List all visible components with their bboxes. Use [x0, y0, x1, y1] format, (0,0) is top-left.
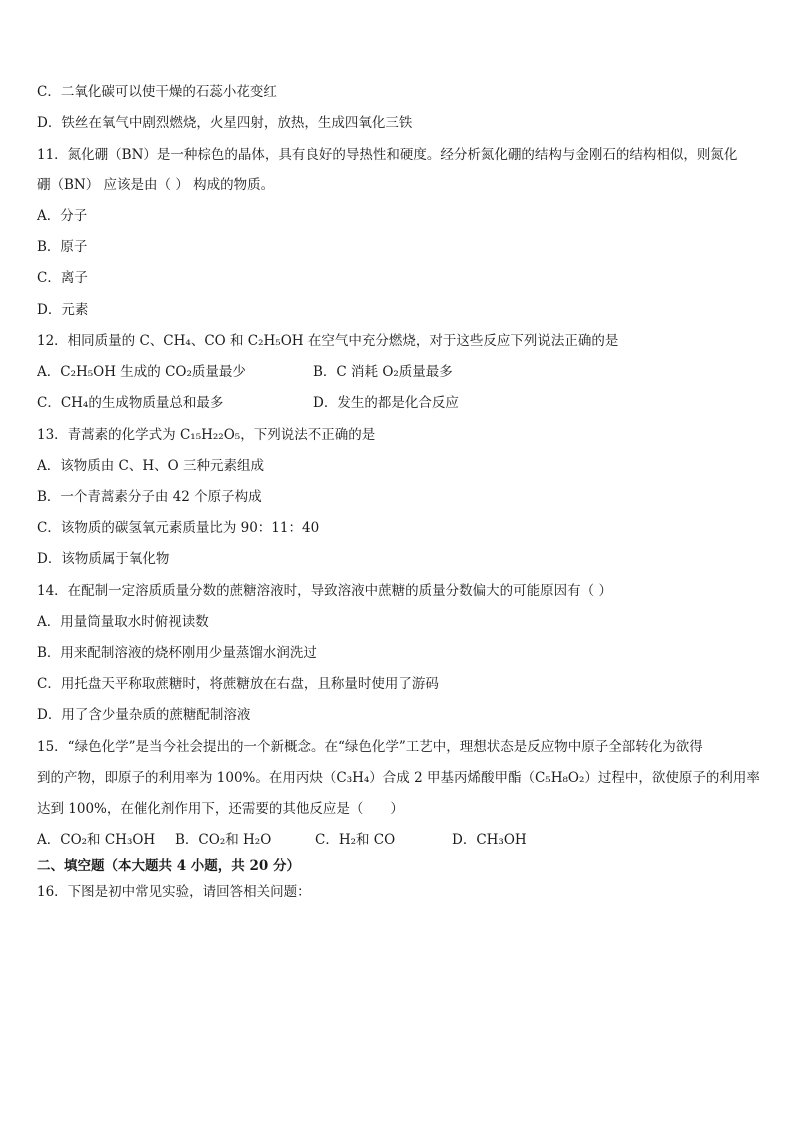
q14-option-c: C．用托盘天平称取蔗糖时，将蔗糖放在右盘，且称量时使用了游码 [37, 676, 439, 692]
section-heading: 二、填空题（本大题共 4 小题，共 20 分） [37, 858, 300, 874]
q16-stem: 16．下图是初中常见实验，请回答相关问题： [37, 884, 311, 900]
q11-option-d: D．元素 [37, 302, 89, 318]
q12-option-a: A．C₂H₅OH 生成的 CO₂质量最少 [37, 364, 246, 380]
q15-stem-line-3: 达到 100%，在催化剂作用下，还需要的其他反应是（ ） [37, 801, 404, 817]
q14-stem: 14．在配制一定溶质质量分数的蔗糖溶液时，导致溶液中蔗糖的质量分数偏大的可能原因有（ ） [37, 583, 612, 599]
q11-stem-line-2: 硼（BN） 应该是由（ ） 构成的物质。 [37, 177, 275, 193]
q13-stem: 13．青蒿素的化学式为 C₁₅H₂₂O₅，下列说法不正确的是 [37, 427, 376, 443]
q13-option-d: D．该物质属于氧化物 [37, 551, 170, 567]
q12-option-d: D．发生的都是化合反应 [313, 395, 459, 411]
q13-option-a: A．该物质由 C、H、O 三种元素组成 [37, 458, 265, 474]
q12-stem: 12．相同质量的 C、CH₄、CO 和 C₂H₅OH 在空气中充分燃烧，对于这些反应下列说法正确的是 [37, 333, 619, 349]
q10-option-c: C．二氧化碳可以使干燥的石蕊小花变红 [37, 84, 277, 100]
q12-option-b: B．C 消耗 O₂质量最多 [313, 364, 453, 380]
q14-option-b: B．用来配制溶液的烧杯刚用少量蒸馏水润洗过 [37, 645, 317, 661]
q15-option-c: C．H₂和 CO [315, 832, 396, 848]
q15-option-b: B．CO₂和 H₂O [175, 832, 272, 848]
q11-option-c: C．离子 [37, 270, 88, 286]
q13-option-c: C．该物质的碳氢氧元素质量比为 90：11：40 [37, 520, 320, 536]
q12-option-c: C．CH₄的生成物质量总和最多 [37, 395, 224, 411]
q11-option-a: A．分子 [37, 208, 88, 224]
q15-option-a: A．CO₂和 CH₃OH [37, 832, 156, 848]
q13-option-b: B．一个青蒿素分子由 42 个原子构成 [37, 489, 262, 505]
q15-stem-line-2: 到的产物，即原子的利用率为 100%。在用丙炔（C₃H₄）合成 2 甲基丙烯酸甲酯（C₅H₈O₂）过程中，欲使原子的利用率 [37, 770, 760, 786]
q14-option-a: A．用量筒量取水时俯视读数 [37, 614, 209, 630]
q15-stem-line-1: 15．“绿色化学”是当今社会提出的一个新概念。在“绿色化学”工艺中，理想状态是反应物中原子全部转化为欲得 [37, 739, 703, 755]
q11-option-b: B．原子 [37, 239, 88, 255]
q11-stem-line-1: 11．氮化硼（BN）是一种棕色的晶体，具有良好的导热性和硬度。经分析氮化硼的结构与金刚石的结构相似，则氮化 [37, 147, 738, 163]
q14-option-d: D．用了含少量杂质的蔗糖配制溶液 [37, 707, 251, 723]
q15-option-d: D．CH₃OH [452, 832, 527, 848]
q10-option-d: D．铁丝在氧气中剧烈燃烧，火星四射，放热，生成四氧化三铁 [37, 115, 413, 131]
